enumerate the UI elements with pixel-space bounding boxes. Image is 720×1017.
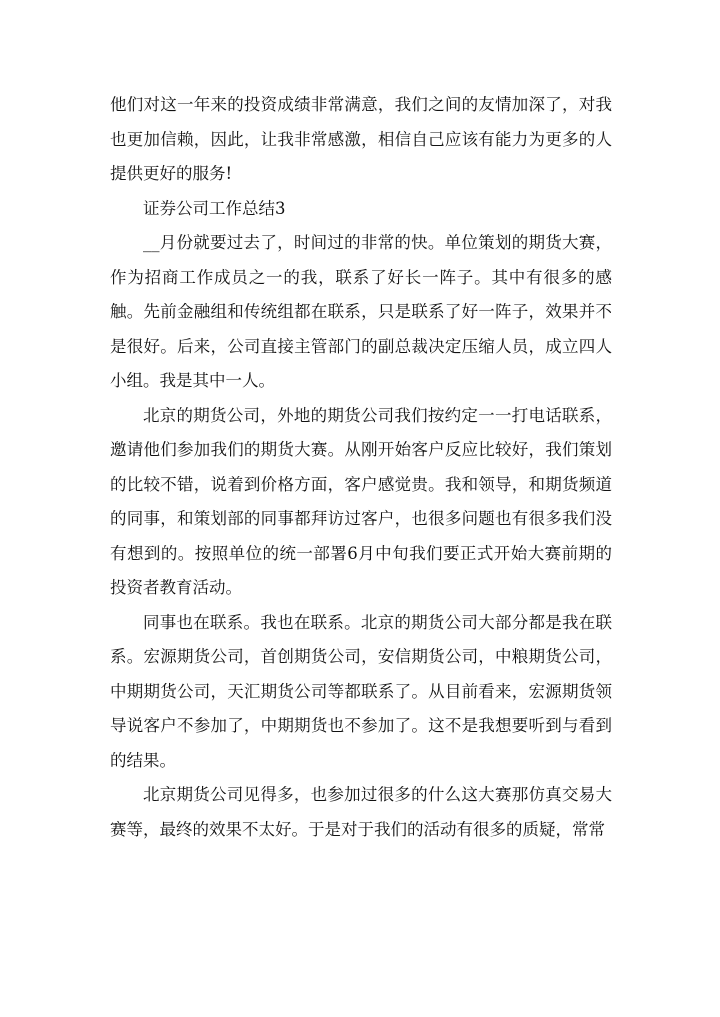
paragraph: __月份就要过去了，时间过的非常的快。单位策划的期货大赛，作为招商工作成员之一的我，联系了好长一阵子。其中有很多的感触。先前金融组和传统组都在联系，只是联系了好一阵子，效果并不是很好。后来，公司直接主管部门的副总裁决定压缩人员，成立四人小组。我是其中一人。 — [110, 233, 612, 390]
paragraph: 北京的期货公司，外地的期货公司我们按约定一一打电话联系，邀请他们参加我们的期货大赛。从刚开始客户反应比较好，我们策划的比较不错，说着到价格方面，客户感觉贵。我和领导，和期货频道的同事，和策划部的同事都拜访过客户，也很多问题也有很多我们没有想到的。按照单位的统一部署6月中旬我们要正式开始大赛前期的投资者教育活动。 — [110, 405, 612, 597]
section-heading: 证券公司工作总结3 — [143, 198, 286, 218]
document-body — [110, 88, 612, 847]
paragraph: 北京期货公司见得多，也参加过很多的什么这大赛那仿真交易大赛等，最终的效果不太好。于是对于我们的活动有很多的质疑，常常 — [110, 785, 612, 839]
paragraph-continuation: 他们对这一年来的投资成绩非常满意，我们之间的友情加深了，对我也更加信赖，因此，让我非常感激，相信自己应该有能力为更多的人提供更好的服务! — [110, 95, 612, 183]
paragraph: 同事也在联系。我也在联系。北京的期货公司大部分都是我在联系。宏源期货公司，首创期货公司，安信期货公司，中粮期货公司，中期期货公司，天汇期货公司等都联系了。从目前看来，宏源期货领导说客户不参加了，中期期货也不参加了。这不是我想要听到与看到的结果。 — [110, 612, 612, 770]
